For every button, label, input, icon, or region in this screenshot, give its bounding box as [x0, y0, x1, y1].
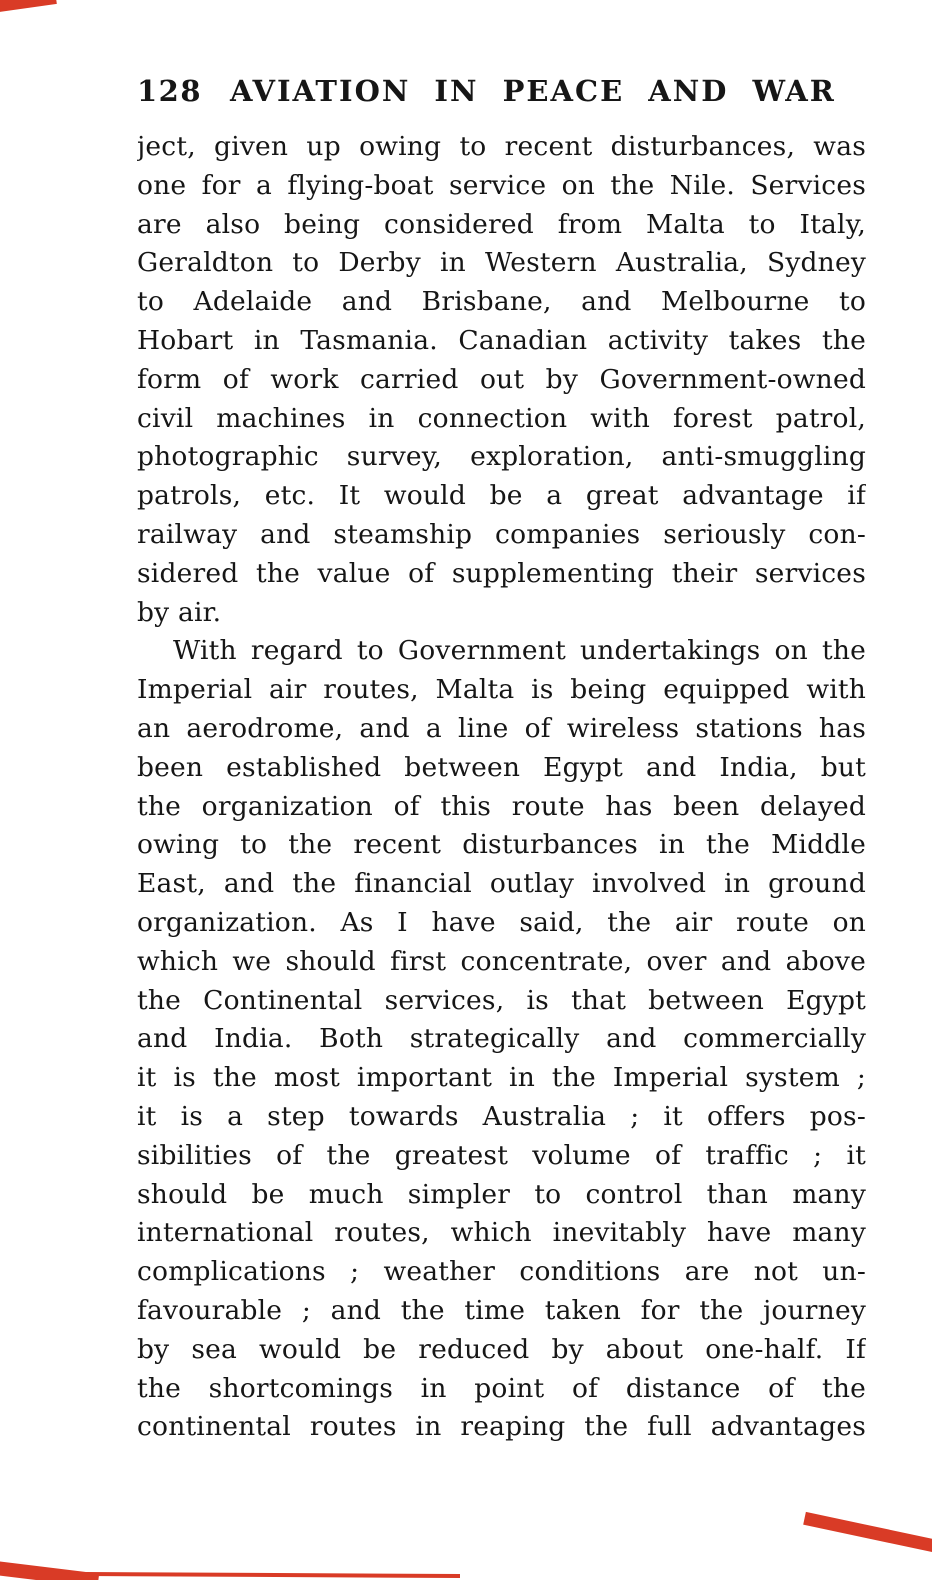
- text-line: an aerodrome, and a line of wireless stations has: [137, 712, 866, 744]
- text-line: photographic survey, exploration, anti-smuggling: [137, 441, 866, 473]
- text-line: the Continental services, is that between Egypt: [137, 984, 866, 1016]
- text-line: it is a step towards Australia ; it offers pos-: [137, 1100, 866, 1132]
- scan-edge-mark-bottom-right: [803, 1512, 932, 1555]
- text-line: it is the most important in the Imperial system ;: [137, 1062, 866, 1094]
- text-line: favourable ; and the time taken for the journey: [137, 1294, 866, 1326]
- text-line: one for a flying-boat service on the Nile. Services: [137, 169, 866, 201]
- page-body: [137, 128, 866, 1447]
- text-line: and India. Both strategically and commercially: [137, 1023, 866, 1055]
- scan-edge-mark-top-left: [0, 0, 57, 14]
- text-line: sidered the value of supplementing their services: [137, 557, 866, 589]
- text-line: Geraldton to Derby in Western Australia, Sydney: [137, 247, 866, 279]
- text-line: With regard to Government undertakings on the: [173, 635, 866, 667]
- text-line: Hobart in Tasmania. Canadian activity takes the: [137, 324, 866, 356]
- paragraph: [137, 632, 866, 1447]
- text-line: sibilities of the greatest volume of traffic ; it: [137, 1139, 866, 1171]
- text-line: continental routes in reaping the full advantages: [137, 1411, 866, 1443]
- page-header: [137, 74, 866, 108]
- text-line: ject, given up owing to recent disturbances, was: [137, 131, 866, 162]
- text-line: are also being considered from Malta to Italy,: [137, 208, 866, 240]
- text-line: owing to the recent disturbances in the Middle: [137, 829, 866, 861]
- text-line: East, and the financial outlay involved in ground: [137, 868, 866, 900]
- text-line: international routes, which inevitably have many: [137, 1217, 866, 1249]
- text-line: been established between Egypt and India, but: [137, 751, 866, 783]
- page-number: 128: [137, 74, 203, 108]
- text-line: the shortcomings in point of distance of the: [137, 1372, 866, 1404]
- text-line: railway and steamship companies seriously con-: [137, 518, 866, 550]
- scan-edge-mark-bottom-left: [0, 1560, 99, 1580]
- text-line: by air.: [137, 596, 222, 628]
- running-title: AVIATION IN PEACE AND WAR: [230, 74, 836, 108]
- text-line: form of work carried out by Government-owned: [137, 363, 866, 395]
- text-line: Imperial air routes, Malta is being equipped with: [137, 674, 866, 706]
- text-line: which we should first concentrate, over and above: [137, 945, 866, 977]
- text-line: by sea would be reduced by about one-half. If: [137, 1333, 866, 1365]
- text-line: complications ; weather conditions are not un-: [137, 1256, 866, 1288]
- text-line: organization. As I have said, the air route on: [137, 906, 866, 938]
- paragraph: [137, 128, 866, 632]
- text-line: the organization of this route has been delayed: [137, 790, 866, 822]
- text-line: civil machines in connection with forest patrol,: [137, 402, 866, 434]
- text-line: patrols, etc. It would be a great advantage if: [137, 480, 866, 512]
- text-line: to Adelaide and Brisbane, and Melbourne to: [137, 286, 866, 318]
- text-line: should be much simpler to control than many: [137, 1178, 866, 1210]
- scan-edge-mark-bottom-line: [86, 1572, 460, 1578]
